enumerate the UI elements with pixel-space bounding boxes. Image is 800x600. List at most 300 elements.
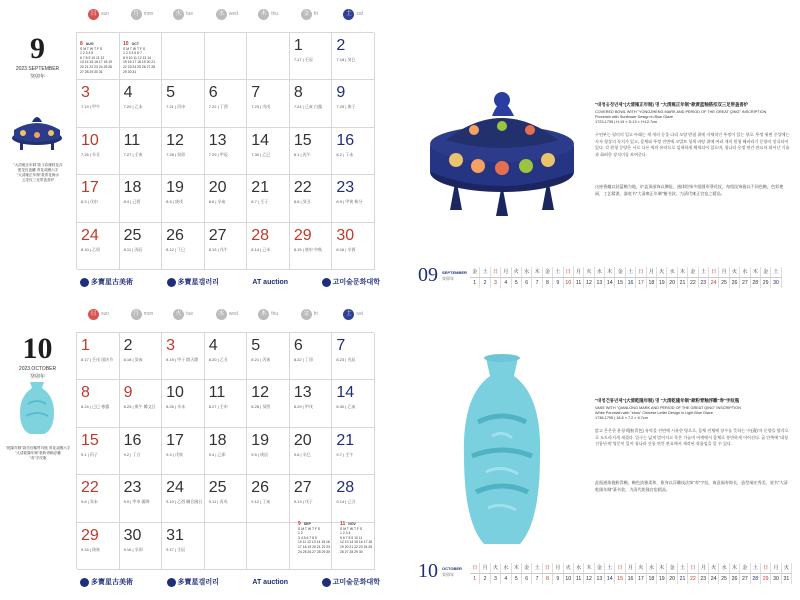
strip-date[interactable]: 21 bbox=[678, 278, 688, 288]
day-cell-3[interactable] bbox=[77, 80, 120, 127]
strip-date[interactable]: 26 bbox=[730, 278, 740, 288]
strip-weekday: 日 bbox=[564, 267, 574, 277]
day-number: 12 bbox=[251, 384, 270, 402]
month-subtitle: 2023.OCTOBER bbox=[18, 366, 57, 372]
lunar-date: 7.25 | 庚子 bbox=[336, 104, 356, 110]
day-cell-15[interactable] bbox=[290, 128, 333, 175]
day-cell-11[interactable] bbox=[205, 380, 248, 427]
strip-date[interactable]: 25 bbox=[719, 574, 729, 584]
strip-date[interactable]: 6 bbox=[522, 278, 532, 288]
strip-date[interactable]: 14 bbox=[605, 574, 615, 584]
lunar-date: 8.19 | 甲子 開天節 bbox=[166, 357, 199, 362]
weekday-label: sun bbox=[101, 311, 110, 317]
mini-month: 9 SEP bbox=[298, 521, 311, 527]
strip-month-number: 10 bbox=[418, 560, 438, 582]
day-cell-24[interactable] bbox=[77, 223, 120, 270]
strip-date[interactable]: 4 bbox=[501, 278, 511, 288]
day-number: 7 bbox=[251, 84, 261, 102]
date-grid bbox=[76, 32, 374, 269]
weekday-label: mon bbox=[143, 11, 154, 17]
lunar-date: 8.27 | 壬申 bbox=[208, 404, 228, 410]
day-number: 11 bbox=[123, 131, 141, 149]
mini-week-row: 12 13 14 15 16 17 18 bbox=[340, 540, 373, 545]
strip-date[interactable]: 23 bbox=[699, 278, 709, 288]
strip-date[interactable]: 20 bbox=[667, 278, 677, 288]
day-cell-26[interactable] bbox=[162, 223, 205, 270]
strip-date-row bbox=[470, 278, 782, 288]
day-cell-21[interactable] bbox=[247, 175, 290, 222]
strip-date[interactable]: 11 bbox=[574, 278, 584, 288]
day-cell-31[interactable] bbox=[162, 523, 205, 570]
lunar-date: 8.22 | 丁卯 bbox=[293, 357, 313, 362]
logo-at-auction: AT auction bbox=[252, 278, 289, 286]
weekday-header-fri bbox=[289, 4, 332, 28]
empty-cell bbox=[162, 33, 205, 80]
lunar-date: 8.4 | 己酉 bbox=[123, 199, 141, 205]
day-number: 31 bbox=[166, 526, 184, 544]
strip-weekday: 金 bbox=[595, 563, 605, 573]
vase-image bbox=[456, 352, 548, 552]
year-subtitle: 癸卯年 bbox=[29, 74, 45, 80]
lunar-date: 8.28 | 癸酉 bbox=[251, 404, 271, 410]
day-cell-1[interactable] bbox=[77, 333, 120, 380]
strip-weekday: 木 bbox=[605, 267, 615, 277]
lunar-date: 9.14 | 己丑 bbox=[336, 499, 356, 505]
weekday-icon: 月 bbox=[131, 9, 142, 20]
lunar-date: 8.10 | 乙卯 bbox=[81, 246, 101, 252]
day-cell-27[interactable] bbox=[205, 223, 248, 270]
lunar-date: 8.7 | 壬子 bbox=[251, 199, 269, 205]
day-cell-9[interactable] bbox=[332, 80, 375, 127]
day-number: 16 bbox=[123, 431, 142, 449]
lunar-date: 8.25 | 庚午 韓文日 bbox=[123, 404, 156, 410]
lunar-date: 9.7 | 壬午 bbox=[336, 451, 354, 457]
day-cell-8[interactable] bbox=[77, 380, 120, 427]
mini-month: 10 OCT bbox=[123, 41, 139, 47]
strip-weekday: 水 bbox=[647, 563, 657, 573]
strip-date[interactable]: 28 bbox=[751, 574, 761, 584]
lunar-date: 7.24 | 己亥 白露 bbox=[293, 104, 323, 110]
strip-date[interactable]: 15 bbox=[615, 278, 625, 288]
day-number: 22 bbox=[293, 179, 312, 197]
strip-weekday: 土 bbox=[678, 563, 688, 573]
strip-weekday: 土 bbox=[626, 267, 636, 277]
day-cell-5[interactable] bbox=[162, 80, 205, 127]
strip-weekday: 月 bbox=[626, 563, 636, 573]
artwork-title: "대청건륭년제"(大清乾隆年制) 명 "大清乾隆年制"款粉青釉浮雕"寿"字纹瓶 bbox=[595, 398, 740, 403]
mini-weekdays: S M T W T F S bbox=[123, 46, 146, 51]
vase-thumbnail bbox=[8, 378, 66, 438]
weekday-header-sun bbox=[76, 304, 119, 328]
lunar-date: 9.11 | 丙戌 bbox=[208, 499, 228, 505]
strip-date[interactable]: 19 bbox=[657, 574, 667, 584]
strip-date[interactable]: 18 bbox=[647, 574, 657, 584]
weekday-header-tue bbox=[161, 304, 204, 328]
strip-month-number: 09 bbox=[418, 264, 438, 286]
strip-date[interactable]: 18 bbox=[647, 278, 657, 288]
strip-weekday: 日 bbox=[761, 563, 771, 573]
day-cell-29[interactable] bbox=[77, 523, 120, 570]
strip-date[interactable]: 12 bbox=[584, 278, 594, 288]
day-cell-5[interactable] bbox=[247, 333, 290, 380]
mini-week-row: 24 25 26 27 28 29 30 bbox=[298, 549, 331, 554]
day-cell-22[interactable] bbox=[290, 175, 333, 222]
day-cell-26[interactable] bbox=[247, 475, 290, 522]
day-number: 1 bbox=[293, 37, 303, 54]
lunar-date: 8.9 | 甲寅 秋分 bbox=[336, 199, 363, 205]
weekday-header-sat bbox=[331, 304, 374, 328]
lunar-date: 9.17 | 壬辰 bbox=[166, 546, 186, 552]
strip-date[interactable]: 15 bbox=[615, 574, 625, 584]
strip-month-name: SEPTEMBER bbox=[442, 270, 467, 275]
logo-dabosung-antique: 多寶星古美術 bbox=[80, 277, 133, 287]
strip-weekday: 火 bbox=[782, 563, 792, 573]
day-cell-23[interactable] bbox=[332, 175, 375, 222]
strip-weekday: 火 bbox=[709, 563, 719, 573]
day-cell-8[interactable] bbox=[290, 80, 333, 127]
day-number: 9 bbox=[123, 384, 133, 402]
day-number: 1 bbox=[81, 337, 90, 354]
day-number: 29 bbox=[293, 226, 312, 244]
strip-weekday: 金 bbox=[688, 267, 698, 277]
day-cell-18[interactable] bbox=[120, 175, 163, 222]
day-cell-9[interactable] bbox=[120, 380, 163, 427]
day-cell-12[interactable] bbox=[162, 128, 205, 175]
day-cell-4[interactable] bbox=[205, 333, 248, 380]
strip-date[interactable]: 23 bbox=[699, 574, 709, 584]
october-date-strip bbox=[418, 562, 796, 586]
strip-weekday: 土 bbox=[553, 267, 563, 277]
day-number: 20 bbox=[208, 179, 227, 197]
day-cell-21[interactable] bbox=[332, 428, 375, 475]
strip-date[interactable]: 5 bbox=[512, 574, 522, 584]
strip-weekday: 火 bbox=[491, 563, 501, 573]
day-cell-10[interactable] bbox=[77, 128, 120, 175]
strip-date[interactable]: 31 bbox=[782, 574, 792, 584]
strip-date[interactable]: 10 bbox=[564, 574, 574, 584]
footer-logos bbox=[80, 273, 380, 291]
strip-date[interactable]: 7 bbox=[532, 574, 542, 584]
mini-week-row: 1 2 3 4 5 bbox=[80, 51, 94, 56]
strip-date[interactable]: 10 bbox=[564, 278, 574, 288]
weekday-header-mon bbox=[119, 4, 162, 28]
weekday-icon: 水 bbox=[216, 309, 227, 320]
mini-week-row: 13 14 15 16 17 18 19 bbox=[80, 60, 113, 65]
weekday-icon: 土 bbox=[343, 309, 354, 320]
weekday-label: thu bbox=[271, 11, 279, 17]
day-number: 11 bbox=[208, 384, 226, 402]
day-cell-27[interactable] bbox=[290, 475, 333, 522]
mini-week-row: 15 16 17 18 19 20 21 bbox=[123, 60, 156, 65]
strip-date[interactable]: 1 bbox=[470, 278, 480, 288]
strip-date[interactable]: 9 bbox=[553, 574, 563, 584]
day-cell-2[interactable] bbox=[332, 33, 375, 80]
mini-week-row: 22 23 24 25 26 27 28 bbox=[123, 64, 156, 69]
lunar-date: 8.18 | 癸亥 bbox=[123, 357, 143, 362]
weekday-icon: 木 bbox=[258, 9, 269, 20]
day-cell-16[interactable] bbox=[120, 428, 163, 475]
lunar-date: 8.16 | 辛酉 bbox=[336, 246, 356, 252]
day-cell-17[interactable] bbox=[77, 175, 120, 222]
lunar-date: 9.16 | 辛卯 bbox=[123, 546, 143, 552]
lunar-date: 7.18 | 癸巳 bbox=[336, 57, 356, 62]
day-cell-28[interactable] bbox=[247, 223, 290, 270]
day-cell-29[interactable] bbox=[290, 223, 333, 270]
mini-week-row: 6 7 8 9 10 11 12 bbox=[80, 55, 105, 60]
mini-month: 11 NOV bbox=[340, 521, 356, 527]
strip-date[interactable]: 29 bbox=[761, 574, 771, 584]
artwork-material: White Porcelain with "shou" Chinese Letter Design in Light Blue Glaze bbox=[595, 411, 713, 415]
strip-date[interactable]: 5 bbox=[512, 278, 522, 288]
strip-date[interactable]: 16 bbox=[626, 278, 636, 288]
day-cell-22[interactable] bbox=[77, 475, 120, 522]
lunar-date: 8.29 | 甲戌 bbox=[293, 404, 313, 410]
artwork-caption: "乾隆年制"款仿官釉贯耳瓶 青花双圈六字 "大清乾隆年制"款粉青釉浮雕 "寿"字纹瓶 bbox=[5, 446, 71, 460]
day-cell-30[interactable] bbox=[120, 523, 163, 570]
lunar-date: 7.21 | 丙申 bbox=[166, 104, 186, 110]
strip-weekday-row bbox=[470, 563, 792, 574]
strip-weekday: 火 bbox=[636, 563, 646, 573]
lunar-date: 9.5 | 庚辰 bbox=[251, 451, 269, 457]
day-cell-1[interactable] bbox=[290, 33, 333, 80]
strip-weekday: 日 bbox=[615, 563, 625, 573]
lunar-date: 8.13 | 戊午 bbox=[208, 246, 228, 252]
strip-date[interactable]: 26 bbox=[730, 574, 740, 584]
day-cell-12[interactable] bbox=[247, 380, 290, 427]
lunar-date: 8.1 | 丙午 bbox=[293, 151, 311, 157]
day-cell-2[interactable] bbox=[120, 333, 163, 380]
day-cell-14[interactable] bbox=[332, 380, 375, 427]
lunar-date: 8.30 | 乙亥 bbox=[336, 404, 356, 410]
strip-date[interactable]: 28 bbox=[751, 278, 761, 288]
day-cell-13[interactable] bbox=[205, 128, 248, 175]
strip-date[interactable]: 16 bbox=[626, 574, 636, 584]
strip-date[interactable]: 8 bbox=[543, 574, 553, 584]
artwork-description-zh: 这座香爐以钴蓝釉为地，炉盖顶部饰以狮钮，通体绘饰多组圆形葵花纹，每组纹饰施以不同色釉，色彩艳丽，工艺精湛，器底书"大清雍正年制"楷书款，为清代雍正官窑之精品。 bbox=[595, 184, 784, 196]
day-number: 18 bbox=[123, 179, 142, 197]
strip-date[interactable]: 1 bbox=[470, 574, 480, 584]
strip-weekday: 土 bbox=[480, 267, 490, 277]
day-number: 6 bbox=[208, 84, 218, 102]
mini-week-row: 20 21 22 23 24 25 26 bbox=[80, 64, 113, 69]
strip-date[interactable]: 17 bbox=[636, 574, 646, 584]
strip-date[interactable]: 17 bbox=[636, 278, 646, 288]
strip-date[interactable]: 12 bbox=[584, 574, 594, 584]
lunar-date: 8.12 | 丁巳 bbox=[166, 246, 186, 252]
logo-college: 고미술문화대학 bbox=[322, 277, 380, 287]
day-cell-17[interactable] bbox=[162, 428, 205, 475]
strip-date[interactable]: 24 bbox=[709, 574, 719, 584]
lunar-date: 9.6 | 辛巳 bbox=[293, 451, 311, 457]
day-cell-13[interactable] bbox=[290, 380, 333, 427]
strip-date[interactable]: 3 bbox=[491, 278, 501, 288]
weekday-header-sun bbox=[76, 4, 119, 28]
logo-dabosung-antique: 多寶星古美術 bbox=[80, 577, 133, 587]
day-cell-30[interactable] bbox=[332, 223, 375, 270]
lunar-date: 7.30 | 乙巳 bbox=[251, 151, 271, 157]
strip-date[interactable]: 13 bbox=[595, 574, 605, 584]
weekday-label: thu bbox=[271, 311, 279, 317]
strip-date[interactable]: 19 bbox=[657, 278, 667, 288]
day-number: 3 bbox=[166, 337, 176, 354]
day-cell-18[interactable] bbox=[205, 428, 248, 475]
october-info-page bbox=[400, 300, 800, 600]
censer-image bbox=[416, 60, 588, 228]
day-cell-20[interactable] bbox=[290, 428, 333, 475]
day-number: 14 bbox=[336, 384, 355, 402]
weekday-header-wed bbox=[204, 304, 247, 328]
empty-cell bbox=[247, 523, 290, 570]
strip-date[interactable]: 4 bbox=[501, 574, 511, 584]
strip-weekday: 水 bbox=[522, 267, 532, 277]
strip-date[interactable]: 6 bbox=[522, 574, 532, 584]
weekday-icon: 日 bbox=[88, 309, 99, 320]
strip-weekday: 木 bbox=[512, 563, 522, 573]
strip-weekday: 月 bbox=[699, 563, 709, 573]
strip-weekday: 水 bbox=[719, 563, 729, 573]
day-cell-6[interactable] bbox=[205, 80, 248, 127]
day-cell-10[interactable] bbox=[162, 380, 205, 427]
strip-date[interactable]: 24 bbox=[709, 278, 719, 288]
strip-date[interactable]: 20 bbox=[667, 574, 677, 584]
artwork-description-ko: 밝고 은은한 분청색(粉青色) 유약을 전면에 시유한 병으로, 몸체 전체에 장수를 뜻하는 '수(壽)'자 문양을 양각으로 도드라지게 새겼다. 입구는 넓게 벌어지고 목은 가늘며 어깨에서 몸체로 풍만하게 이어진다. 굽 안쪽에 '대청건륭년제' 명문이 있어 청나라 건륭 연간 관요에서 제작된 작품임을 알 수 있다. bbox=[595, 428, 789, 446]
strip-weekday: 火 bbox=[584, 267, 594, 277]
strip-date[interactable]: 2 bbox=[480, 278, 490, 288]
day-number: 16 bbox=[336, 131, 355, 149]
strip-date[interactable]: 2 bbox=[480, 574, 490, 584]
day-number: 30 bbox=[123, 526, 142, 544]
day-cell-16[interactable] bbox=[332, 128, 375, 175]
strip-weekday: 金 bbox=[543, 267, 553, 277]
left-column bbox=[0, 0, 75, 265]
day-number: 29 bbox=[81, 526, 99, 544]
strip-date[interactable]: 21 bbox=[678, 574, 688, 584]
strip-weekday: 火 bbox=[512, 267, 522, 277]
strip-date[interactable]: 27 bbox=[740, 574, 750, 584]
lunar-date: 8.2 | 丁未 bbox=[336, 151, 354, 157]
strip-weekday: 日 bbox=[709, 267, 719, 277]
strip-weekday-row bbox=[470, 267, 782, 278]
day-cell-23[interactable] bbox=[120, 475, 163, 522]
strip-weekday: 水 bbox=[595, 267, 605, 277]
day-cell-25[interactable] bbox=[120, 223, 163, 270]
logo-at-auction: AT auction bbox=[252, 578, 289, 586]
strip-date[interactable]: 7 bbox=[532, 278, 542, 288]
day-number: 10 bbox=[166, 384, 184, 402]
strip-weekday: 土 bbox=[699, 267, 709, 277]
strip-date[interactable]: 3 bbox=[491, 574, 501, 584]
weekday-header-fri bbox=[289, 304, 332, 328]
october-calendar-page bbox=[0, 300, 400, 600]
strip-weekday: 日 bbox=[688, 563, 698, 573]
day-cell-14[interactable] bbox=[247, 128, 290, 175]
weekday-icon: 火 bbox=[173, 9, 184, 20]
mini-week-row: 17 18 19 20 21 22 23 bbox=[298, 544, 331, 549]
weekday-icon: 日 bbox=[88, 9, 99, 20]
strip-date[interactable]: 22 bbox=[688, 278, 698, 288]
strip-weekday: 水 bbox=[501, 563, 511, 573]
month-subtitle: 2023.SEPTEMBER bbox=[15, 66, 60, 72]
lunar-date: 8.11 | 丙辰 bbox=[123, 246, 143, 252]
footer-logos bbox=[80, 573, 380, 591]
day-number: 4 bbox=[208, 337, 218, 354]
lunar-date: 7.22 | 丁酉 bbox=[208, 104, 228, 110]
strip-date[interactable]: 27 bbox=[740, 278, 750, 288]
strip-date[interactable]: 30 bbox=[771, 574, 781, 584]
weekday-label: sun bbox=[101, 11, 110, 17]
strip-weekday: 月 bbox=[501, 267, 511, 277]
day-cell-7[interactable] bbox=[247, 80, 290, 127]
mini-weekdays: S M T W T F S bbox=[80, 46, 103, 51]
day-cell-25[interactable] bbox=[205, 475, 248, 522]
strip-date[interactable]: 8 bbox=[543, 278, 553, 288]
day-cell-24[interactable] bbox=[162, 475, 205, 522]
weekday-label: wed bbox=[228, 11, 238, 17]
day-cell-7[interactable] bbox=[332, 333, 375, 380]
strip-weekday: 火 bbox=[564, 563, 574, 573]
strip-date[interactable]: 13 bbox=[595, 278, 605, 288]
strip-weekday: 金 bbox=[740, 563, 750, 573]
mini-week-row: 8 9 10 11 12 13 14 bbox=[123, 55, 152, 60]
day-cell-15[interactable] bbox=[77, 428, 120, 475]
strip-date[interactable]: 14 bbox=[605, 278, 615, 288]
day-cell-6[interactable] bbox=[290, 333, 333, 380]
strip-date-row bbox=[470, 574, 792, 584]
empty-cell bbox=[205, 33, 248, 80]
strip-date[interactable]: 29 bbox=[761, 278, 771, 288]
lunar-date: 8.5 | 庚戌 bbox=[166, 199, 183, 205]
strip-date[interactable]: 9 bbox=[553, 278, 563, 288]
strip-date[interactable]: 11 bbox=[574, 574, 584, 584]
strip-weekday: 土 bbox=[532, 563, 542, 573]
day-cell-11[interactable] bbox=[120, 128, 163, 175]
weekday-icon: 水 bbox=[216, 9, 227, 20]
day-number: 23 bbox=[123, 479, 142, 497]
mini-weekdays: S M T W T F S bbox=[340, 526, 363, 531]
artwork-dimensions: 1723-1735 | H:19 × D:13 × H:12.7cm bbox=[595, 120, 658, 124]
strip-weekday: 日 bbox=[636, 267, 646, 277]
lunar-date: 9.4 | 己卯 bbox=[208, 451, 226, 457]
strip-table bbox=[470, 267, 782, 288]
day-cell-4[interactable] bbox=[120, 80, 163, 127]
day-cell-28[interactable] bbox=[332, 475, 375, 522]
day-cell-20[interactable] bbox=[205, 175, 248, 222]
strip-weekday: 火 bbox=[657, 267, 667, 277]
weekday-header-thu bbox=[246, 4, 289, 28]
day-cell-19[interactable] bbox=[247, 428, 290, 475]
strip-date[interactable]: 25 bbox=[719, 278, 729, 288]
day-cell-19[interactable] bbox=[162, 175, 205, 222]
september-calendar-page bbox=[0, 0, 400, 300]
lunar-date: 9.13 | 戊子 bbox=[293, 499, 313, 505]
day-number: 19 bbox=[251, 431, 270, 449]
mini-week-row: 19 20 21 22 23 24 25 bbox=[340, 544, 373, 549]
strip-date[interactable]: 22 bbox=[688, 574, 698, 584]
mini-week-row: 5 6 7 8 9 10 11 bbox=[340, 535, 363, 540]
day-number: 28 bbox=[336, 479, 355, 497]
day-number: 15 bbox=[293, 131, 312, 149]
lunar-date: 8.24 | 己巳 寒露 bbox=[81, 404, 110, 410]
weekday-icon: 月 bbox=[131, 309, 142, 320]
weekday-icon: 火 bbox=[173, 309, 184, 320]
weekday-icon: 金 bbox=[301, 9, 312, 20]
artwork-description-ko: 구연부는 평미의 입고 아래는 세 개의 동물 다리 모양 받침 위에 자체적인 뚜껑이 있는 향로. 뚜껑 윗면 중앙에는 사자 형상의 꼭지가 있고, 몸체와 뚜껑 전면에 코발트 청색 바탕 위에 여러 개의 원형 해바라기 문양이 장식되어 있다. 각 원형 문양은 서로 다른 색의 유약으로 섬세하게 채색되어 있으며, 청나라 옹정 연간 관요의 뛰어난 기술과 화려한 장식미를 보여준다. bbox=[595, 132, 790, 157]
day-cell-3[interactable] bbox=[162, 333, 205, 380]
strip-date[interactable]: 30 bbox=[771, 278, 781, 288]
strip-year: 癸卯年 bbox=[442, 572, 454, 577]
day-number: 5 bbox=[251, 337, 261, 354]
lunar-date: 9.2 | 丁丑 bbox=[123, 451, 141, 457]
